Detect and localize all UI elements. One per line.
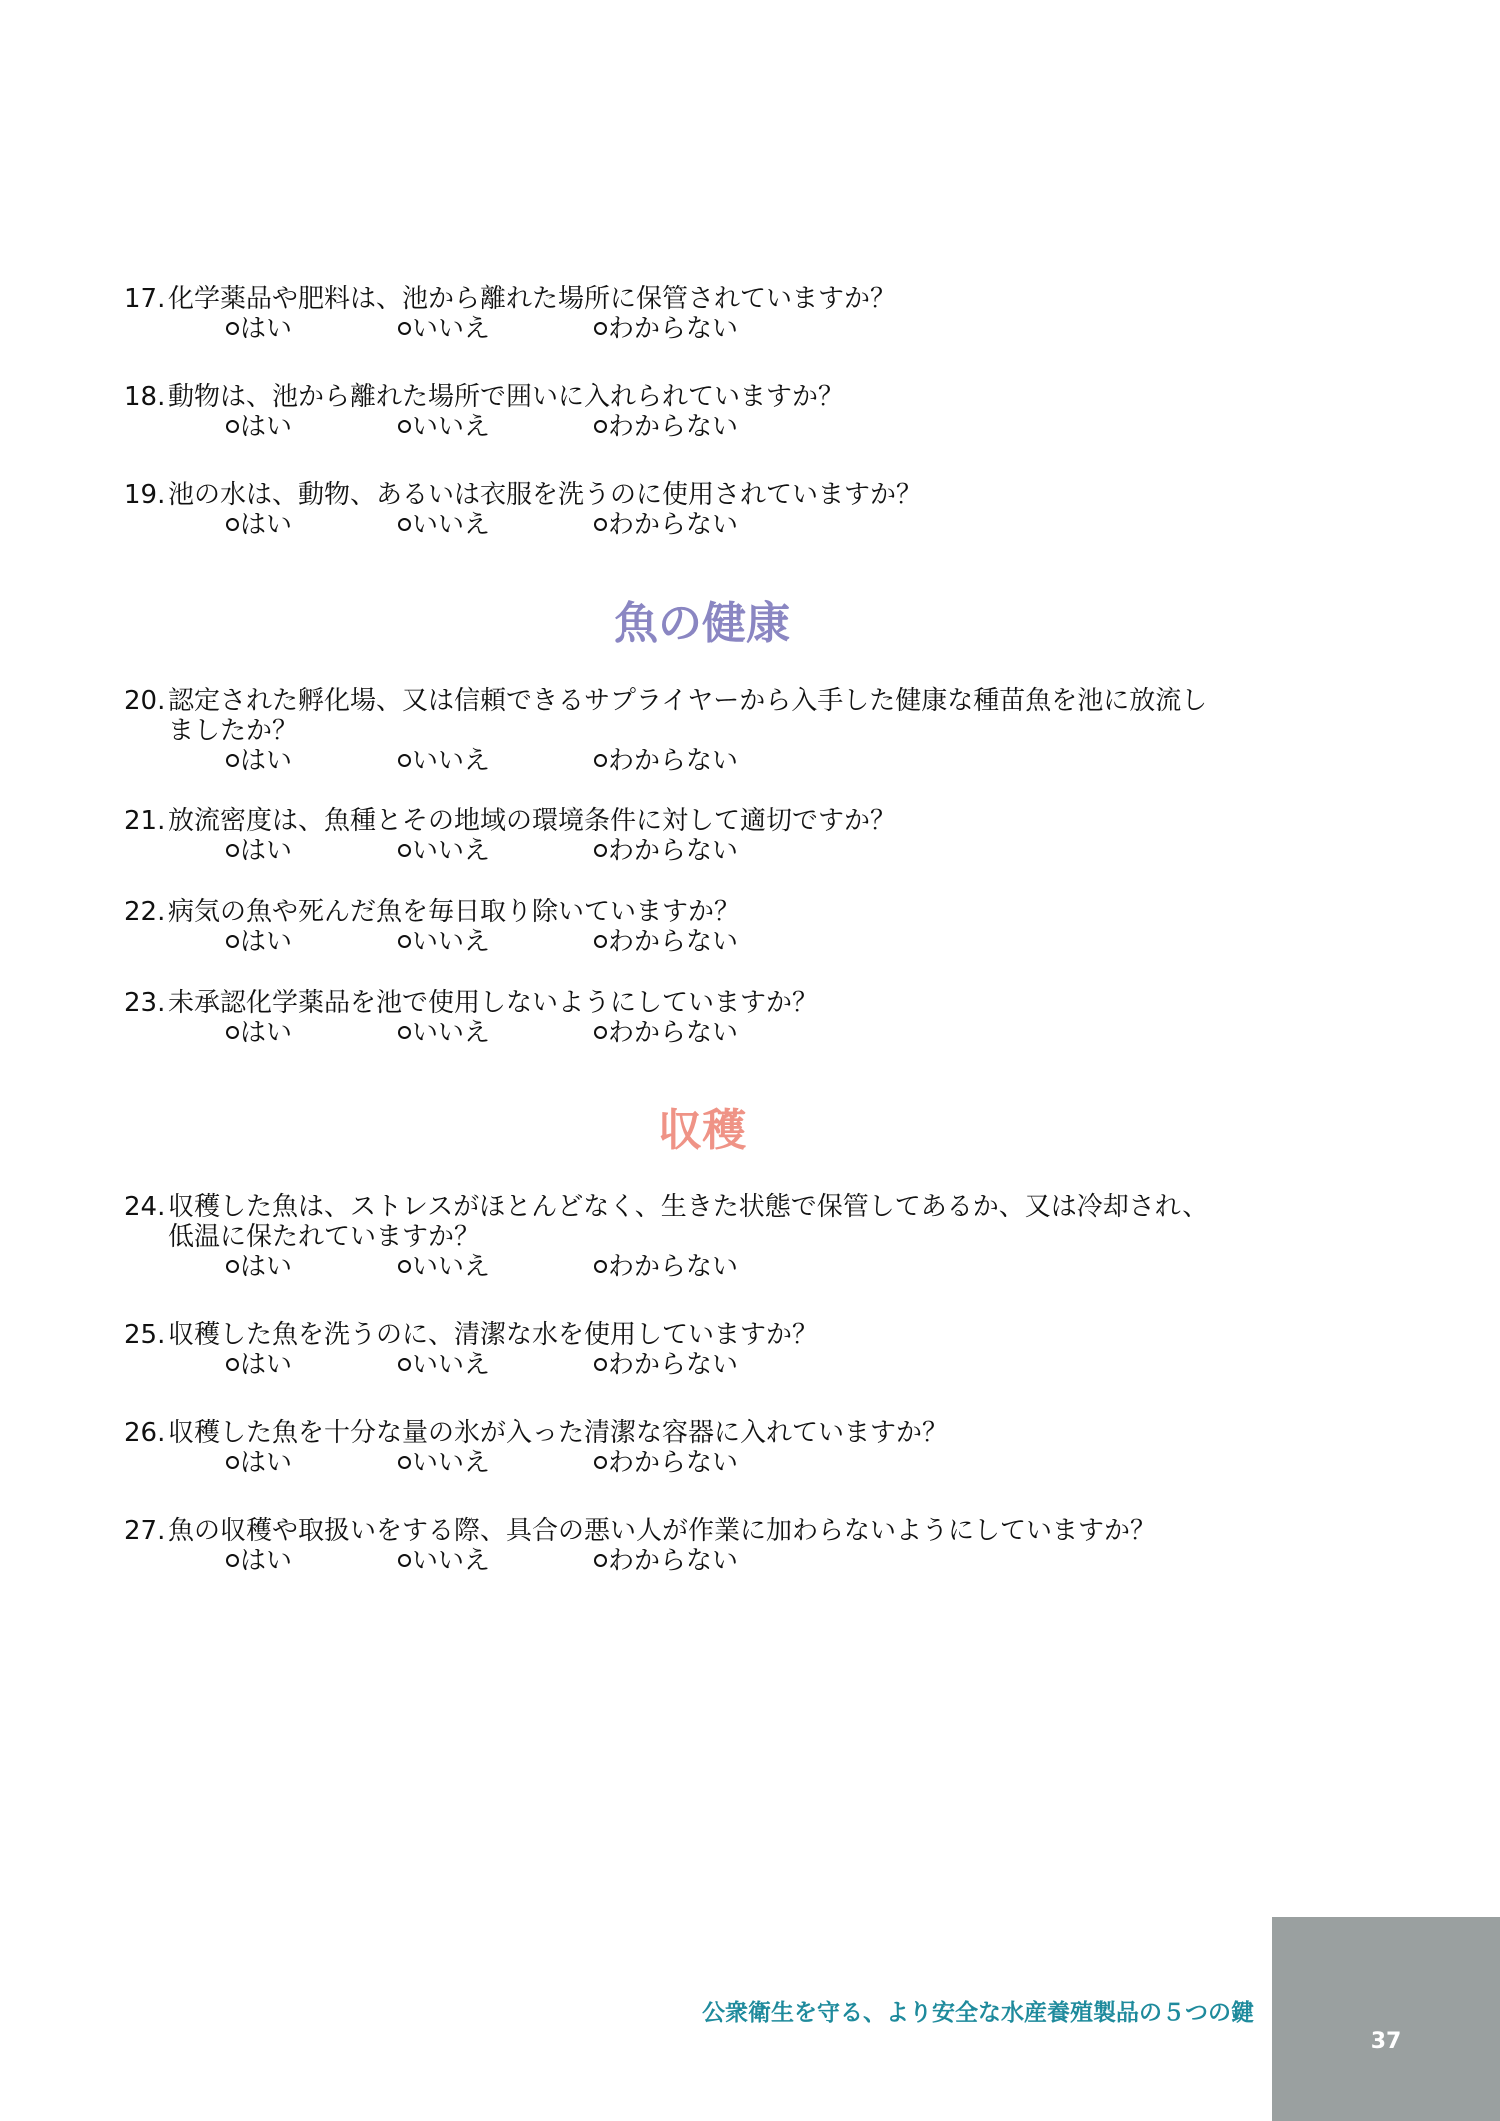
radio-circle-icon (226, 1260, 239, 1273)
page-number: 37 (1370, 2029, 1402, 2054)
option-label: いいえ (412, 927, 491, 957)
option-label: はい (240, 1448, 293, 1478)
option-label: いいえ (412, 1252, 491, 1282)
option-no[interactable] (398, 1546, 490, 1576)
option-yes[interactable] (226, 412, 292, 442)
question-text: 池の水は、動物、あるいは衣服を洗うのに使用されていますか？ (168, 480, 923, 510)
option-unknown[interactable] (594, 1350, 738, 1380)
option-yes[interactable] (226, 836, 292, 866)
radio-circle-icon (594, 1260, 607, 1273)
option-no[interactable] (398, 927, 490, 957)
radio-circle-icon (594, 1554, 607, 1567)
option-label: わからない (608, 1448, 739, 1478)
option-no[interactable] (398, 1018, 490, 1048)
option-unknown[interactable] (594, 746, 738, 776)
radio-circle-icon (398, 935, 411, 948)
option-no[interactable] (398, 412, 490, 442)
question-number: 19. (124, 480, 166, 510)
question-line (124, 382, 1304, 412)
option-label: いいえ (412, 1546, 491, 1576)
question-line (124, 284, 1304, 314)
option-label: はい (240, 1546, 293, 1576)
option-label: いいえ (412, 746, 491, 776)
question-21 (124, 806, 1304, 866)
radio-circle-icon (594, 844, 607, 857)
question-17 (124, 284, 1304, 344)
question-text-continued: ましたか？ (168, 716, 299, 746)
option-yes[interactable] (226, 1546, 292, 1576)
radio-circle-icon (226, 754, 239, 767)
radio-circle-icon (226, 844, 239, 857)
answer-options (124, 1252, 1304, 1282)
radio-circle-icon (398, 1026, 411, 1039)
option-label: はい (240, 1018, 293, 1048)
section-heading-harvest: 収穫 (658, 1105, 746, 1156)
question-number: 22. (124, 897, 166, 927)
radio-circle-icon (398, 1456, 411, 1469)
option-no[interactable] (398, 510, 490, 540)
option-no[interactable] (398, 836, 490, 866)
option-label: いいえ (412, 836, 491, 866)
radio-circle-icon (398, 420, 411, 433)
option-label: わからない (608, 927, 739, 957)
radio-circle-icon (594, 1358, 607, 1371)
question-number: 23. (124, 988, 166, 1018)
question-text: 収穫した魚を洗うのに、清潔な水を使用していますか？ (168, 1320, 819, 1350)
question-number: 27. (124, 1516, 166, 1546)
question-22 (124, 897, 1304, 957)
radio-circle-icon (226, 1554, 239, 1567)
option-yes[interactable] (226, 746, 292, 776)
radio-circle-icon (398, 518, 411, 531)
radio-circle-icon (594, 1456, 607, 1469)
radio-circle-icon (398, 1260, 411, 1273)
question-line (124, 1418, 1304, 1448)
option-yes[interactable] (226, 1018, 292, 1048)
option-label: わからない (608, 412, 739, 442)
radio-circle-icon (594, 1026, 607, 1039)
option-unknown[interactable] (594, 1018, 738, 1048)
question-number: 24. (124, 1192, 166, 1222)
option-label: いいえ (412, 412, 491, 442)
option-label: はい (240, 314, 293, 344)
radio-circle-icon (594, 754, 607, 767)
option-unknown[interactable] (594, 510, 738, 540)
question-number: 26. (124, 1418, 166, 1448)
option-label: わからない (608, 510, 739, 540)
option-label: はい (240, 836, 293, 866)
radio-circle-icon (594, 935, 607, 948)
question-text: 動物は、池から離れた場所で囲いに入れられていますか？ (168, 382, 845, 412)
question-23 (124, 988, 1304, 1048)
radio-circle-icon (226, 518, 239, 531)
option-label: はい (240, 510, 293, 540)
radio-circle-icon (594, 322, 607, 335)
question-line (124, 716, 1304, 746)
option-label: いいえ (412, 314, 491, 344)
question-26 (124, 1418, 1304, 1478)
answer-options (124, 1546, 1304, 1576)
question-text: 病気の魚や死んだ魚を毎日取り除いていますか？ (168, 897, 741, 927)
question-19 (124, 480, 1304, 540)
option-yes[interactable] (226, 927, 292, 957)
question-text-continued: 低温に保たれていますか？ (168, 1222, 481, 1252)
footer-title: 公衆衛生を守る、より安全な水産養殖製品の５つの鍵 (702, 2000, 1254, 2026)
option-label: わからない (608, 1252, 739, 1282)
option-label: わからない (608, 836, 739, 866)
option-label: はい (240, 927, 293, 957)
option-label: わからない (608, 1350, 739, 1380)
question-text: 未承認化学薬品を池で使用しないようにしていますか？ (168, 988, 819, 1018)
question-text: 認定された孵化場、又は信頼できるサプライヤーから入手した健康な種苗魚を池に放流し (168, 686, 1208, 716)
option-label: わからない (608, 314, 739, 344)
answer-options (124, 1018, 1304, 1048)
option-yes[interactable] (226, 1448, 292, 1478)
option-yes[interactable] (226, 314, 292, 344)
question-line (124, 1320, 1304, 1350)
radio-circle-icon (226, 935, 239, 948)
option-label: わからない (608, 746, 739, 776)
option-no[interactable] (398, 746, 490, 776)
answer-options (124, 1350, 1304, 1380)
option-unknown[interactable] (594, 314, 738, 344)
option-yes[interactable] (226, 510, 292, 540)
question-line (124, 806, 1304, 836)
question-line (124, 1516, 1304, 1546)
option-no[interactable] (398, 314, 490, 344)
answer-options (124, 1448, 1304, 1478)
option-yes[interactable] (226, 1350, 292, 1380)
question-text: 魚の収穫や取扱いをする際、具合の悪い人が作業に加わらないようにしていますか？ (168, 1516, 1157, 1546)
option-unknown[interactable] (594, 1448, 738, 1478)
option-yes[interactable] (226, 1252, 292, 1282)
option-label: いいえ (412, 1350, 491, 1380)
question-number: 20. (124, 686, 166, 716)
option-label: はい (240, 412, 293, 442)
radio-circle-icon (226, 1026, 239, 1039)
radio-circle-icon (226, 420, 239, 433)
question-number: 17. (124, 284, 166, 314)
option-label: はい (240, 1252, 293, 1282)
section-heading-fish-health: 魚の健康 (614, 598, 790, 649)
answer-options (124, 836, 1304, 866)
option-label: いいえ (412, 510, 491, 540)
radio-circle-icon (226, 1358, 239, 1371)
radio-circle-icon (226, 322, 239, 335)
question-number: 18. (124, 382, 166, 412)
question-24 (124, 1192, 1304, 1282)
radio-circle-icon (594, 420, 607, 433)
radio-circle-icon (226, 1456, 239, 1469)
radio-circle-icon (398, 844, 411, 857)
option-label: いいえ (412, 1448, 491, 1478)
question-line (124, 897, 1304, 927)
option-unknown[interactable] (594, 412, 738, 442)
question-20 (124, 686, 1304, 776)
radio-circle-icon (594, 518, 607, 531)
question-line (124, 686, 1304, 716)
option-no[interactable] (398, 1350, 490, 1380)
answer-options (124, 412, 1304, 442)
question-number: 25. (124, 1320, 166, 1350)
option-label: わからない (608, 1018, 739, 1048)
question-line (124, 988, 1304, 1018)
question-line (124, 1192, 1304, 1222)
option-unknown[interactable] (594, 927, 738, 957)
option-label: いいえ (412, 1018, 491, 1048)
question-18 (124, 382, 1304, 442)
answer-options (124, 510, 1304, 540)
answer-options (124, 314, 1304, 344)
question-25 (124, 1320, 1304, 1380)
radio-circle-icon (398, 754, 411, 767)
option-unknown[interactable] (594, 836, 738, 866)
answer-options (124, 927, 1304, 957)
option-no[interactable] (398, 1448, 490, 1478)
question-text: 収穫した魚を十分な量の氷が入った清潔な容器に入れていますか？ (168, 1418, 949, 1448)
question-text: 化学薬品や肥料は、池から離れた場所に保管されていますか？ (168, 284, 897, 314)
question-line (124, 480, 1304, 510)
question-27 (124, 1516, 1304, 1576)
question-text: 放流密度は、魚種とその地域の環境条件に対して適切ですか？ (168, 806, 897, 836)
option-label: はい (240, 746, 293, 776)
radio-circle-icon (398, 322, 411, 335)
page-number-box (1272, 1917, 1500, 2121)
question-number: 21. (124, 806, 166, 836)
option-unknown[interactable] (594, 1546, 738, 1576)
question-line (124, 1222, 1304, 1252)
option-label: はい (240, 1350, 293, 1380)
question-text: 収穫した魚は、ストレスがほとんどなく、生きた状態で保管してあるか、又は冷却され、 (168, 1192, 1209, 1222)
radio-circle-icon (398, 1554, 411, 1567)
option-no[interactable] (398, 1252, 490, 1282)
option-unknown[interactable] (594, 1252, 738, 1282)
answer-options (124, 746, 1304, 776)
radio-circle-icon (398, 1358, 411, 1371)
option-label: わからない (608, 1546, 739, 1576)
